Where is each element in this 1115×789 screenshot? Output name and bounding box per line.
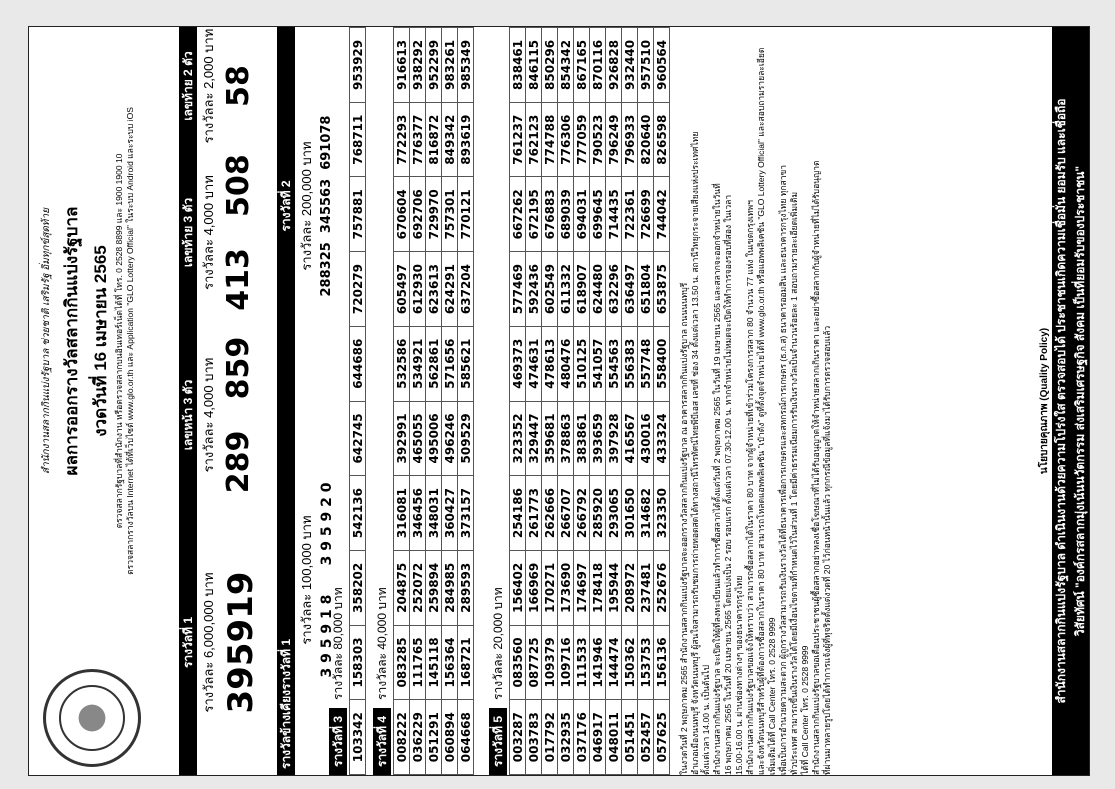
prize-number: 692706: [410, 177, 426, 252]
prize-number: 722361: [622, 177, 638, 252]
first-prize-amount: รางวัลละ 6,000,000 บาท: [201, 572, 216, 713]
table-row: [654, 28, 670, 775]
prize-number: 158303: [350, 625, 366, 700]
prize-number: 541057: [590, 326, 606, 401]
prize-number: 397928: [606, 401, 622, 476]
prize-number: 360427: [442, 476, 458, 551]
prize-number: 103342: [350, 700, 366, 775]
table-row: [510, 28, 526, 775]
prize-number: 762123: [526, 102, 542, 177]
prize-number: 556383: [622, 326, 638, 401]
glo-seal-logo: [43, 669, 141, 767]
near-prize: [277, 385, 335, 775]
table-row: [574, 28, 590, 775]
prize-number: 820640: [638, 102, 654, 177]
prize-number: 254186: [510, 476, 526, 551]
front3-label: เลขหน้า 3 ตัว: [179, 320, 197, 510]
prize-number: 266792: [574, 476, 590, 551]
table-row: [638, 28, 654, 775]
prize-number: 478613: [542, 326, 558, 401]
prize-number: 870116: [590, 28, 606, 103]
table-row: [442, 28, 458, 775]
prize-number: 938292: [410, 28, 426, 103]
prize-number: 266707: [558, 476, 574, 551]
prize-number: 289593: [458, 550, 474, 625]
prize-number: 757301: [442, 177, 458, 252]
p5-amount: รางวัลละ 20,000 บาท: [491, 587, 505, 700]
prize-number: 618907: [574, 252, 590, 327]
prize-number: 757881: [350, 177, 366, 252]
prize-number: 534921: [410, 326, 426, 401]
back3-label: เลขท้าย 3 ตัว: [179, 145, 197, 320]
p2-amount: รางวัลละ 200,000 บาท: [299, 141, 314, 271]
prize-number: 670604: [394, 177, 410, 252]
p2-number: 345563: [319, 178, 334, 234]
prize-number: 496246: [442, 401, 458, 476]
prize-number: 150362: [622, 625, 638, 700]
p5-bar: [489, 27, 507, 775]
table-row: [426, 28, 442, 775]
p2-label: รางวัลที่ 2: [277, 27, 295, 385]
prize-number: 156364: [442, 625, 458, 700]
prize-number: 532586: [394, 326, 410, 401]
prize-number: 542136: [350, 476, 366, 551]
first-prize: [179, 510, 261, 775]
prize-number: 173690: [558, 550, 574, 625]
prize-number: 772293: [394, 102, 410, 177]
near-amount: รางวัลละ 100,000 บาท: [299, 515, 314, 645]
table-row: [350, 28, 366, 775]
prize-number: 850296: [542, 28, 558, 103]
prize-number: 051451: [622, 700, 638, 775]
prize-number: 960564: [654, 28, 670, 103]
prize-number: 636497: [622, 252, 638, 327]
p4-table: [393, 27, 474, 775]
table-row: [458, 28, 474, 775]
prize-number: 605497: [394, 252, 410, 327]
prize-number: 156136: [654, 625, 670, 700]
prize-number: 554563: [606, 326, 622, 401]
prize-number: 284985: [442, 550, 458, 625]
slogan: สำนักงานสลากกินแบ่งรัฐบาล ช่วยชาติ เสริมรัฐ อิ่มทุกข์สุดท้าย: [41, 208, 52, 475]
prize-number: 141946: [590, 625, 606, 700]
prize-number: 433324: [654, 401, 670, 476]
prize-number: 469373: [510, 326, 526, 401]
prize-number: 392991: [394, 401, 410, 476]
last2-prize: [179, 27, 256, 145]
prize-number: 480476: [558, 326, 574, 401]
near-number: 3 9 5 9 1 8: [319, 594, 335, 678]
prize-number: 416567: [622, 401, 638, 476]
prize-number: 612930: [410, 252, 426, 327]
prize-number: 003287: [510, 700, 526, 775]
prize-number: 064668: [458, 700, 474, 775]
note-line: ทั่วประเทศ สามารถขึ้นเงินรางวัลได้โดยมีเงื่อนไขตามที่กำหนดไว้ในส่วนที่ 1 โดยมีค่าธรรมเนียมการรับเงินรางวัลเป็นจำนวนร้อยละ 1 สอบถามรายละเอียดเพิ่มเติม: [789, 191, 799, 775]
prize-number: 204875: [394, 550, 410, 625]
policy-title: นโยบายคุณภาพ (Quality Policy): [1037, 27, 1052, 775]
prize-number: 359681: [542, 401, 558, 476]
prize-number: 916613: [394, 28, 410, 103]
prize-number: 790523: [590, 102, 606, 177]
draw-date: งวดวันที่ 16 เมษายน 2565: [91, 245, 110, 437]
front3-number: 859: [221, 336, 256, 400]
first-prize-label: รางวัลที่ 1: [179, 510, 197, 775]
prize-number: 111765: [410, 625, 426, 700]
prize-number: 329447: [526, 401, 542, 476]
prize-number: 252676: [654, 550, 670, 625]
back3-numbers: [221, 145, 256, 320]
prize-number: 592436: [526, 252, 542, 327]
prize-number: 259894: [426, 550, 442, 625]
rotated-sheet: [29, 27, 1089, 775]
back3-prize: [179, 145, 256, 320]
prize-number: 037176: [574, 700, 590, 775]
note-line: สำนักงานสลากกินแบ่งรัฐบาลขอแจ้งให้ทราบว่า สามารถซื้อสลากได้ในราคา 80 บาท จากผู้จำหน่ายที่เข้าร่วมโครงการสลาก 80 จำนวน 77 แห่ง ในเขตกรุงเทพฯ: [745, 200, 755, 775]
p3-amount: รางวัลละ 80,000 บาท: [331, 587, 345, 700]
table-row: [526, 28, 542, 775]
prize-number: 373157: [458, 476, 474, 551]
prize-number: 261773: [526, 476, 542, 551]
prize-number: 323350: [654, 476, 670, 551]
notes: [679, 27, 833, 775]
prize-number: 178418: [590, 550, 606, 625]
prize-number: 653875: [654, 252, 670, 327]
footer-vision: วิสัยทัศน์ "องค์กรสลากมุ่งเน้นนวัตกรรม ส่งเสริมเศรษฐกิจ สังคม เป็นที่ยอมรับของประชาชน": [1073, 165, 1087, 637]
prize-number: 316081: [394, 476, 410, 551]
table-row: [622, 28, 638, 775]
header: [29, 27, 179, 775]
prize-number: 624480: [590, 252, 606, 327]
table-row: [394, 28, 410, 775]
prize-number: 083285: [394, 625, 410, 700]
note-line: เพื่อเป็นการอำนวยความสะดวก ผู้ถูกรางวัลสามารถรับเงินรางวัลได้ที่ธนาคารเพื่อการเกษตรและสหกรณ์การเกษตร (ธ.ก.ส) ธนาคารออมสิน และธนาคารกรุงไทย ทุกสาขา: [778, 164, 788, 775]
prize-number: 577469: [510, 252, 526, 327]
prize-number: 314682: [638, 476, 654, 551]
lottery-result-sheet: [28, 26, 1090, 776]
prize-number: 952299: [426, 28, 442, 103]
prize-number: 985349: [458, 28, 474, 103]
prize-number: 667262: [510, 177, 526, 252]
table-row: [542, 28, 558, 775]
prize-number: 109379: [542, 625, 558, 700]
prize-number: 057625: [654, 700, 670, 775]
prize-number: 768711: [350, 102, 366, 177]
app-line: ตรวจสลากรางวัลบน Internet ได้ที่เว็บไซต์ www.glo.or.th และ Application "GLO Lottery Official" ในระบบ Android และระบบ iOS: [125, 107, 135, 575]
prize-number: 816872: [426, 102, 442, 177]
prize-number: 083560: [510, 625, 526, 700]
prize-number: 052457: [638, 700, 654, 775]
note-line: อำเภอเมืองนนทบุรี จังหวัดนนทบุรี ผู้สนใจสามารถรับชมการถ่ายทอดสดได้ทางสถานีโทรทัศน์ไทยพีบีเอส เลขที่ ช่อง 34 ตั้งแต่เวลา 13.50 น. สถานีวิทยุกระจายเสียงแห่งประเทศไทย: [690, 131, 700, 775]
prize-number: 776306: [558, 102, 574, 177]
prize-number: 838461: [510, 28, 526, 103]
prize-number: 953929: [350, 28, 366, 103]
table-row: [606, 28, 622, 775]
p4-amount: รางวัลละ 40,000 บาท: [375, 587, 389, 700]
prize-number: 168721: [458, 625, 474, 700]
last2-label: เลขท้าย 2 ตัว: [179, 27, 197, 145]
prize-number: 111533: [574, 625, 590, 700]
prize-number: 145118: [426, 625, 442, 700]
prize-number: 170271: [542, 550, 558, 625]
note-line: สำนักงานสลากกินแบ่งรัฐบาลขอเตือนประชาชนผู้ซื้อสลากอย่าหลงเชื่อโฆษณาที่ไม่ได้รับอนุญาตให้จำหน่ายสลากเกินราคา และอย่าซื้อสลากกับผู้จำหน่ายที่ไม่ได้รับอนุญาต: [811, 160, 821, 775]
footer: [1037, 27, 1089, 775]
p3-bar: [329, 27, 347, 775]
prize-number: 174697: [574, 550, 590, 625]
note-line: เพิ่มเติมได้ที่ Call Center โทร. 0 2528 9999: [767, 617, 777, 775]
note-line: 15.00-16.00 น. ผ่านช่องทางต่างๆ ของธนาคารกรุงไทย: [734, 575, 744, 775]
p2-prize: [277, 27, 334, 385]
prize-number: 252072: [410, 550, 426, 625]
prize-number: 166969: [526, 550, 542, 625]
prize-number: 926828: [606, 28, 622, 103]
prize-number: 571656: [442, 326, 458, 401]
prize-number: 729970: [426, 177, 442, 252]
note-line: ที่ผ่านมาหลายรูปโดยได้ทำการแจ้งผู้ที่ทุจริตตั้งแต่งวดที่ 20 ไว้ก่อนหน้านั้นแล้ว ทุกกรณีข้อมูลที่แจ้งมาได้รับการตรวจสอบแล้ว: [822, 325, 832, 775]
prize-number: 060894: [442, 700, 458, 775]
prize-number: 644686: [350, 326, 366, 401]
prize-number: 676883: [542, 177, 558, 252]
prize-number: 195944: [606, 550, 622, 625]
prize-number: 032935: [558, 700, 574, 775]
prize-number: 087725: [526, 625, 542, 700]
prize-number: 017792: [542, 700, 558, 775]
prize-number: 642745: [350, 401, 366, 476]
prize-number: 393659: [590, 401, 606, 476]
prize-number: 796933: [622, 102, 638, 177]
back3-number: 508: [221, 154, 256, 217]
prize-number: 957510: [638, 28, 654, 103]
prize-number: 051291: [426, 700, 442, 775]
prize-number: 761237: [510, 102, 526, 177]
prize-number: 585621: [458, 326, 474, 401]
prize-number: 510125: [574, 326, 590, 401]
prize-number: 632296: [606, 252, 622, 327]
front3-amount: รางวัลละ 4,000 บาท: [201, 357, 216, 473]
prize-number: 826598: [654, 102, 670, 177]
contact-line: ตรวจสลากรัฐบาลที่สำนักงาน หรือตรวจสลากบนอินเทอร์เน็ตได้ที่ โทร. 0 2528 8899 และ 1900 1900 10: [114, 153, 124, 529]
prize-number: 262666: [542, 476, 558, 551]
front3-prize: [179, 320, 256, 510]
prize-number: 144474: [606, 625, 622, 700]
prize-number: 153753: [638, 625, 654, 700]
last2-amount: รางวัลละ 2,000 บาท: [201, 28, 216, 144]
prize-number: 770121: [458, 177, 474, 252]
back3-number: 413: [221, 248, 256, 311]
prize-number: 509529: [458, 401, 474, 476]
p2-number: 288325: [319, 242, 334, 297]
prize-number: 048011: [606, 700, 622, 775]
front3-numbers: [221, 320, 256, 510]
p2-number: 691078: [319, 115, 334, 170]
prize-number: 109716: [558, 625, 574, 700]
prize-number: 867165: [574, 28, 590, 103]
prize-number: 358202: [350, 550, 366, 625]
seal-emblem-icon: [59, 685, 125, 751]
prize-number: 346456: [410, 476, 426, 551]
prize-number: 383861: [574, 401, 590, 476]
prize-number: 776377: [410, 102, 426, 177]
prize-number: 046917: [590, 700, 606, 775]
prize-number: 558400: [654, 326, 670, 401]
front3-number: 289: [221, 430, 256, 494]
p5-label: รางวัลที่ 5: [489, 708, 507, 775]
prize-number: 156402: [510, 550, 526, 625]
prize-number: 465055: [410, 401, 426, 476]
footer-statement: สำนักงานสลากกินแบ่งรัฐบาล ดำเนินงานด้วยความโปร่งใส ตรวจสอบได้ ประชาชนเกิดความเชื่อมั่น ยอมรับ และเชื่อถือ: [1054, 98, 1068, 704]
p5-table: [509, 27, 670, 775]
near-number: 3 9 5 9 2 0: [319, 482, 335, 566]
prize-number: 893619: [458, 102, 474, 177]
prize-number: 557748: [638, 326, 654, 401]
prize-number: 323352: [510, 401, 526, 476]
p4-label: รางวัลที่ 4: [373, 708, 391, 775]
note-line: ได้ที่ Call Center โทร. 0 2528 9999: [800, 645, 810, 775]
prize-number: 036229: [410, 700, 426, 775]
table-row: [558, 28, 574, 775]
table-row: [410, 28, 426, 775]
prize-number: 744042: [654, 177, 670, 252]
prize-number: 208972: [622, 550, 638, 625]
prize-number: 689039: [558, 177, 574, 252]
p4-bar: [373, 27, 391, 775]
prize-number: 602549: [542, 252, 558, 327]
note-line: และจังหวัดนนทบุรีสำหรับผู้ที่ต้องการซื้อสลากในราคา 80 บาท สามารถโหลดแอพพลิเคชัน "เป๋าตัง" ดูที่ตั้งจุดจำหน่ายได้ที่ www.glo.or.th หรือแอพพลิเคชัน "GLO Lottery Official" และสอบถามรายละเอียด: [756, 47, 766, 775]
prize-number: 726699: [638, 177, 654, 252]
prize-number: 720279: [350, 252, 366, 327]
prize-number: 637204: [458, 252, 474, 327]
prize-number: 694031: [574, 177, 590, 252]
prize-number: 774788: [542, 102, 558, 177]
p3-table: [349, 27, 366, 775]
prize-number: 285920: [590, 476, 606, 551]
last2-number: 58: [221, 65, 256, 107]
prize-number: 932440: [622, 28, 638, 103]
prize-number: 430016: [638, 401, 654, 476]
page-title: ผลการออกรางวัลสลากกินแบ่งรัฐบาล: [62, 206, 81, 476]
prize-number: 714435: [606, 177, 622, 252]
prize-number: 796249: [606, 102, 622, 177]
prize-number: 699645: [590, 177, 606, 252]
prize-number: 348031: [426, 476, 442, 551]
prize-number: 474631: [526, 326, 542, 401]
note-line: 16 พฤษภาคม 2565 ในวันที่ 20 เมษายน 2565 โดยแบ่งเป็น 2 รอบ รอบแรก ตั้งแต่เวลา 07.30-12.00 น. หากจำหน่ายไม่หมดจะเปิดให้ทำการจองรอบที่สอง ในเวลา: [723, 194, 733, 775]
prize-number: 008222: [394, 700, 410, 775]
prize-number: 651804: [638, 252, 654, 327]
prize-number: 237481: [638, 550, 654, 625]
prize-number: 378863: [558, 401, 574, 476]
back3-amount: รางวัลละ 4,000 บาท: [201, 175, 216, 290]
prize-number: 562861: [426, 326, 442, 401]
prize-number: 624291: [442, 252, 458, 327]
prize-number: 777059: [574, 102, 590, 177]
note-line: สำนักงานสลากกินแบ่งรัฐบาล จะเปิดให้ผู้ที่ลงทะเบียนแล้วทำการซื้อสลากได้ตั้งแต่วันที่ 2 พฤษภาคม 2565 ในวันที่ 19 เมษายน 2565 และสลากจะออกจำหน่ายในวันที่: [712, 183, 722, 775]
table-row: [590, 28, 606, 775]
prize-number: 846115: [526, 28, 542, 103]
prize-number: 293065: [606, 476, 622, 551]
prize-number: 623613: [426, 252, 442, 327]
p3-label: รางวัลที่ 3: [329, 708, 347, 775]
note-line: ในงวดวันที่ 2 พฤษภาคม 2565 สำนักงานสลากกินแบ่งรัฐบาลจะออกรางวัลสลากกินแบ่งรัฐบาล ณ อาคารสลากกินแบ่งรัฐบาล ถนนนนทบุรี: [679, 282, 689, 775]
prize-number: 301650: [622, 476, 638, 551]
prize-number: 495006: [426, 401, 442, 476]
prize-number: 611332: [558, 252, 574, 327]
prize-number: 849342: [442, 102, 458, 177]
prize-number: 672195: [526, 177, 542, 252]
first-prize-number: 395919: [221, 571, 261, 714]
near-label: รางวัลข้างเคียงรางวัลที่ 1: [277, 385, 295, 775]
note-line: ตั้งแต่เวลา 14.00 น. เป็นต้นไป: [701, 665, 711, 775]
prize-number: 854342: [558, 28, 574, 103]
prize-number: 003783: [526, 700, 542, 775]
prize-number: 983261: [442, 28, 458, 103]
